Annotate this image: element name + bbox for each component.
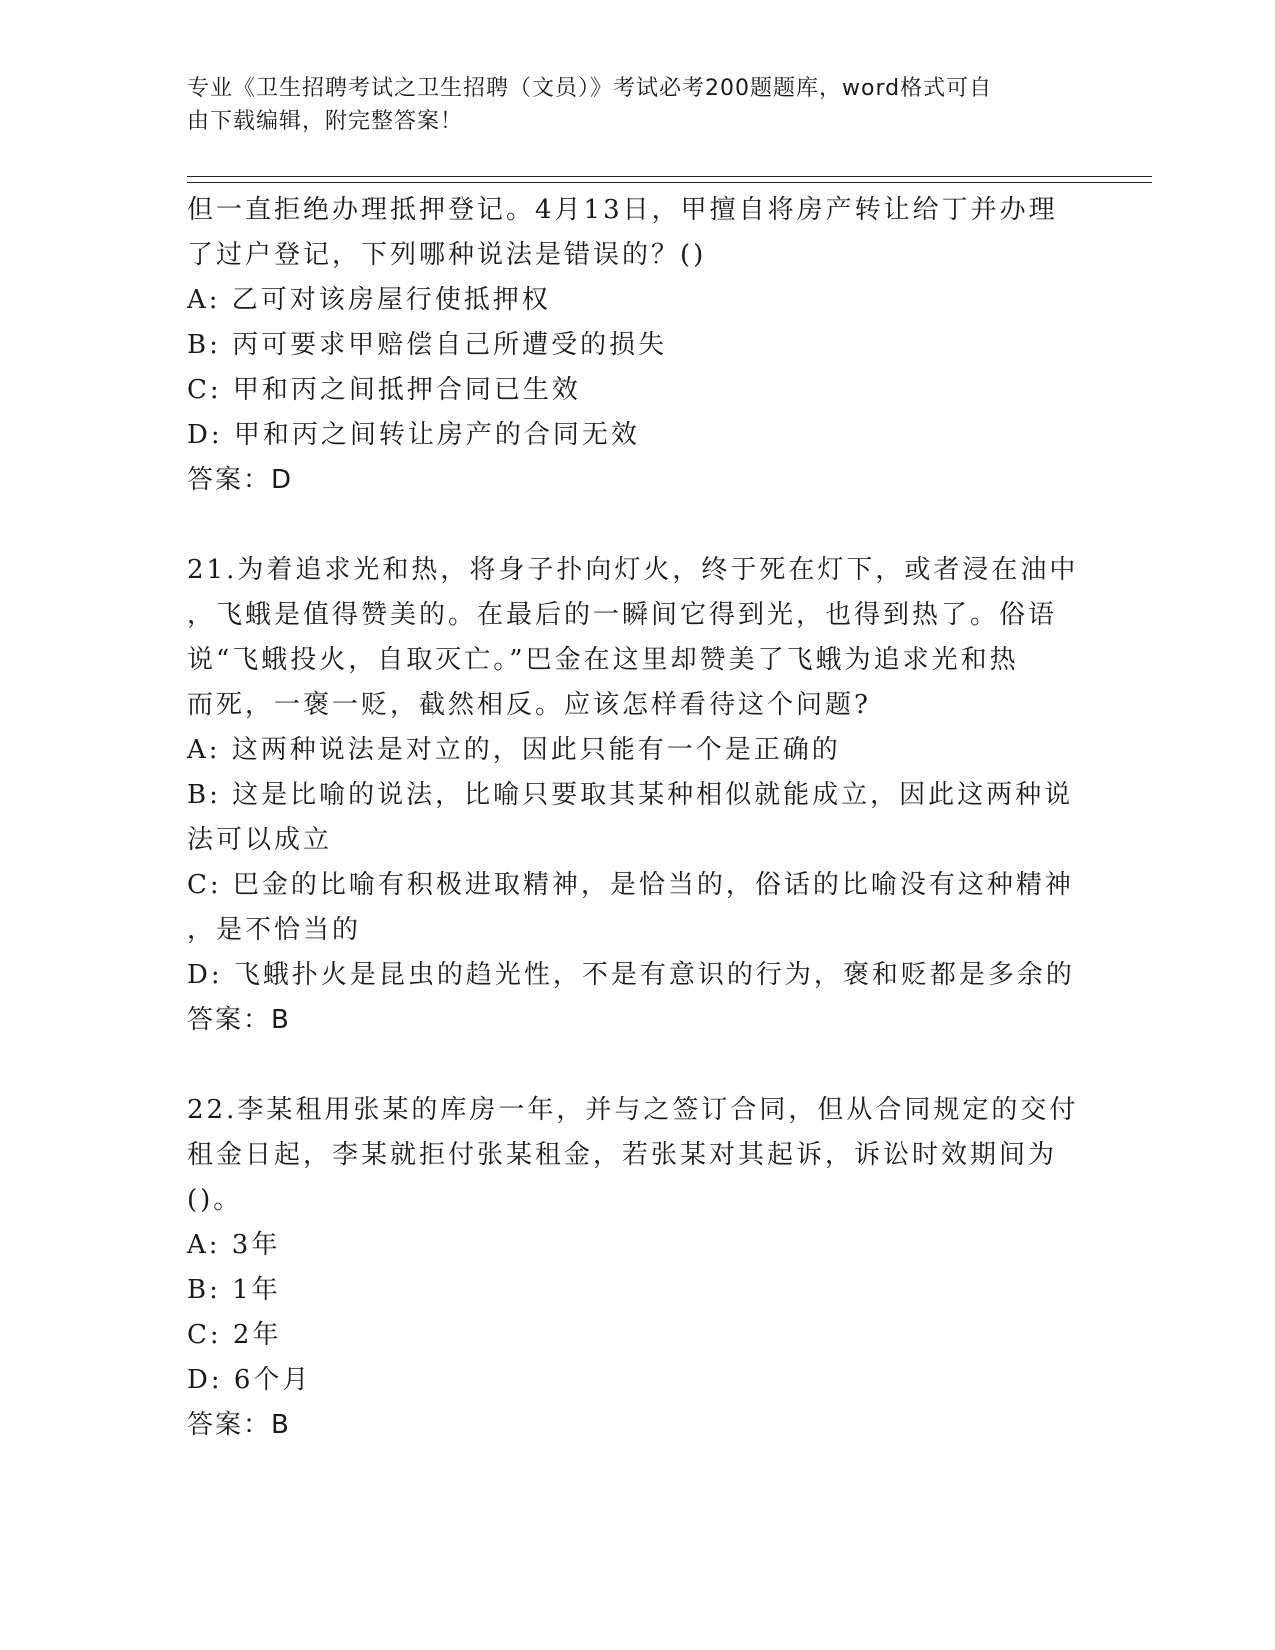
question-21 <box>187 548 1087 1043</box>
option-d: D: 6个月 <box>187 1365 312 1395</box>
header-divider-bottom <box>187 182 1152 183</box>
option-b-continued: 法可以成立 <box>187 825 333 855</box>
option-a: A: 乙可对该房屋行使抵押权 <box>187 285 551 315</box>
question-stem-line: ()。 <box>187 1185 243 1215</box>
question-20-continued <box>187 188 1087 503</box>
option-b: B: 丙可要求甲赔偿自己所遭受的损失 <box>187 330 668 360</box>
option-a: A: 这两种说法是对立的，因此只能有一个是正确的 <box>187 735 841 765</box>
option-b: B: 1年 <box>187 1275 281 1305</box>
question-stem-line: 说“飞蛾投火，自取灭亡。”巴金在这里却赞美了飞蛾为追求光和热 <box>187 645 1019 675</box>
question-list <box>187 188 1087 1448</box>
header-line: 由下载编辑，附完整答案！ <box>187 109 464 134</box>
question-stem-line: 租金日起，李某就拒付张某租金，若张某对其起诉，诉讼时效期间为 <box>187 1140 1058 1170</box>
question-stem-line: 22.李某租用张某的库房一年，并与之签订合同，但从合同规定的交付 <box>187 1095 1079 1125</box>
question-stem-line: ，飞蛾是值得赞美的。在最后的一瞬间它得到光，也得到热了。俗语 <box>187 600 1058 630</box>
document-header <box>187 72 1067 138</box>
question-stem-line: 但一直拒绝办理抵押登记。4月13日，甲擅自将房产转让给丁并办理 <box>187 195 1058 225</box>
option-c: C: 甲和丙之间抵押合同已生效 <box>187 375 581 405</box>
option-b: B: 这是比喻的说法，比喻只要取其某种相似就能成立，因此这两种说 <box>187 780 1074 810</box>
option-a: A: 3年 <box>187 1230 281 1260</box>
answer-label: 答案：B <box>187 1005 291 1035</box>
answer-label: 答案：B <box>187 1410 291 1440</box>
option-d: D: 飞蛾扑火是昆虫的趋光性，不是有意识的行为，褒和贬都是多余的 <box>187 960 1075 990</box>
question-22 <box>187 1088 1087 1448</box>
question-stem-line: 21.为着追求光和热，将身子扑向灯火，终于死在灯下，或者浸在油中 <box>187 555 1079 585</box>
header-line: 专业《卫生招聘考试之卫生招聘（文员）》考试必考200题题库，word格式可自 <box>187 76 993 101</box>
option-c: C: 巴金的比喻有积极进取精神，是恰当的，俗话的比喻没有这种精神 <box>187 870 1074 900</box>
question-stem-line: 了过户登记，下列哪种说法是错误的？() <box>187 240 707 270</box>
header-divider-top <box>187 176 1152 177</box>
question-stem-line: 而死，一褒一贬，截然相反。应该怎样看待这个问题? <box>187 690 871 720</box>
answer-label: 答案：D <box>187 465 294 495</box>
option-c-continued: ，是不恰当的 <box>187 915 362 945</box>
option-c: C: 2年 <box>187 1320 282 1350</box>
option-d: D: 甲和丙之间转让房产的合同无效 <box>187 420 640 450</box>
